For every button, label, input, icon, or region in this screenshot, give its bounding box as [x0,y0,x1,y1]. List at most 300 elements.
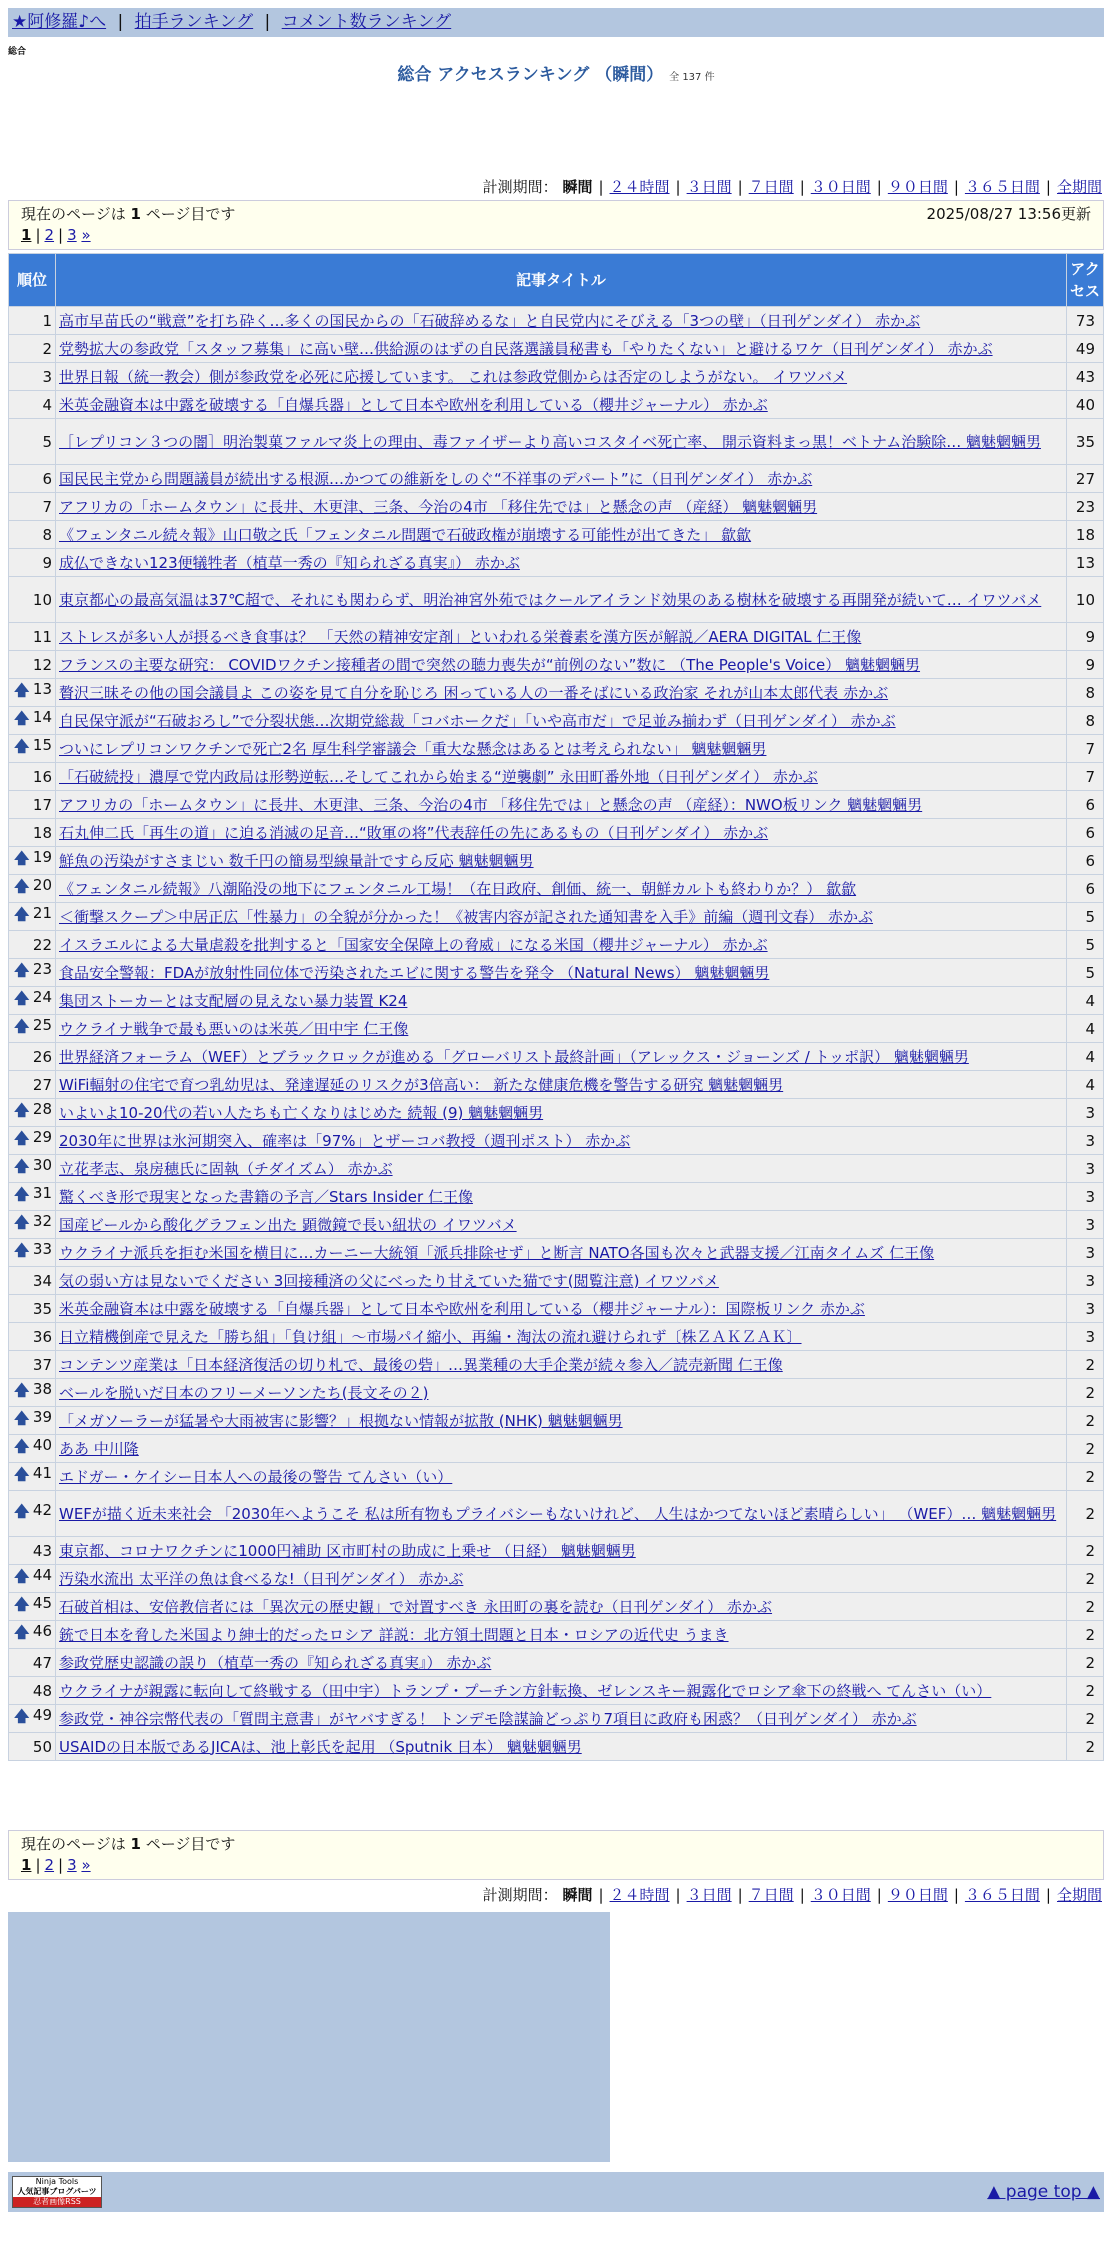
page-title [0,60,1112,85]
rank-cell [9,521,56,549]
period-option-6[interactable]: ３６５日間 [964,178,1040,196]
article-title-link[interactable]: WEFが描く近未来社会 「2030年へようこそ 私は所有物もプライバシーもないけれど、 人生はかつてないほど素晴らしい」 （WEF）… 魑魅魍魎男 [59,1504,1057,1523]
title-cell [56,959,1067,987]
rank-cell [9,1379,56,1407]
updated-time: 2025/08/27 13:56更新 [926,205,1091,223]
table-row [9,1677,1104,1705]
rank-cell [9,307,56,335]
title-cell [56,521,1067,549]
title-cell [56,1127,1067,1155]
access-count: 18 [1067,521,1104,549]
rank-number: 38 [32,1380,52,1398]
title-cell [56,1677,1067,1705]
article-title-link[interactable]: エドガー・ケイシー日本人への最後の警告 てんさい（い） [59,1467,453,1486]
rank-cell [9,1537,56,1565]
period-separator: | [876,1886,882,1904]
rank-cell [9,763,56,791]
access-count: 43 [1067,363,1104,391]
up-arrow-icon: 🡅 [14,1623,30,1641]
access-count: 3 [1067,1099,1104,1127]
period-option-0: 瞬間 [562,178,593,196]
rank-cell [9,1099,56,1127]
rank-number: 19 [32,848,52,866]
table-row [9,1565,1104,1593]
rank-cell [9,1733,56,1761]
access-count: 5 [1067,959,1104,987]
rank-number: 22 [32,935,52,954]
article-title-link[interactable]: 2030年に世界は氷河期突入、確率は「97%」とザーコバ教授（週刊ポスト） 赤かぶ [59,1131,631,1150]
rank-cell [9,1593,56,1621]
period-option-1[interactable]: ２４時間 [609,1886,670,1904]
title-cell [56,1705,1067,1733]
article-title-link[interactable]: 《フェンタニル続々報》山口敬之氏「フェンタニル問題で石破政権が崩壊する可能性が出てきた」 歙歙 [59,525,752,544]
article-title-link[interactable]: USAIDの日本版であるJICAは、池上彰氏を起用 （Sputnik 日本） 魑魅魍魎男 [59,1737,582,1756]
access-count: 13 [1067,549,1104,577]
access-count: 2 [1067,1435,1104,1463]
table-row [9,307,1104,335]
table-row [9,903,1104,931]
page-link-2[interactable]: 2 [44,1856,55,1874]
article-title-link[interactable]: 集団ストーカーとは支配層の見えない暴力装置 K24 [59,991,408,1010]
article-title-link[interactable]: アフリカの「ホームタウン」に長井、木更津、三条、今治の4市 「移住先では」と懸念の声 （産経）：NWO板リンク 魑魅魍魎男 [59,795,923,814]
article-title-link[interactable]: アフリカの「ホームタウン」に長井、木更津、三条、今治の4市 「移住先では」と懸念の声 （産経） 魑魅魍魎男 [59,497,818,516]
title-cell [56,791,1067,819]
article-title-link[interactable]: 汚染水流出 太平洋の魚は食べるな!（日刊ゲンダイ） 赤かぶ [59,1569,464,1588]
article-title-link[interactable]: 自民保守派が“石破おろし”で分裂状態…次期党総裁「コバホークだ」「いや高市だ」で足並み揃わず（日刊ゲンダイ） 赤かぶ [59,711,896,730]
up-arrow-icon: 🡅 [14,1185,30,1203]
page-info-top [8,200,1104,250]
table-row [9,1323,1104,1351]
access-count: 10 [1067,577,1104,623]
item-count: 全 137 件 [669,72,715,83]
rank-cell [9,577,56,623]
table-header-row [9,254,1104,307]
title-cell [56,1733,1067,1761]
rank-cell [9,1071,56,1099]
period-option-5[interactable]: ９０日間 [887,1886,948,1904]
rank-cell [9,707,56,735]
article-title-link[interactable]: 参政党・神谷宗幣代表の「質問主意書」がヤバすぎる！ トンデモ陰謀論どっぷり7項目に政府も困惑？（日刊ゲンダイ） 赤かぶ [59,1709,917,1728]
rank-cell [9,1015,56,1043]
period-separator: | [1045,178,1051,196]
top-nav [8,8,1104,37]
access-count: 2 [1067,1537,1104,1565]
table-row [9,1183,1104,1211]
access-count: 9 [1067,651,1104,679]
rank-number: 7 [42,497,52,516]
table-row [9,847,1104,875]
rank-number: 46 [32,1622,52,1640]
access-count: 3 [1067,1323,1104,1351]
table-row [9,493,1104,521]
article-title-link[interactable]: 党勢拡大の参政党「スタッフ募集」に高い壁…供給源のはずの自民落選議員秘書も「やりたくない」と避けるワケ（日刊ゲンダイ） 赤かぶ [59,339,993,358]
period-option-7[interactable]: 全期間 [1056,1886,1102,1904]
access-count: 2 [1067,1491,1104,1537]
rank-number: 28 [32,1100,52,1118]
access-count: 5 [1067,903,1104,931]
rank-cell [9,1463,56,1491]
up-arrow-icon: 🡅 [14,737,30,755]
article-title-link[interactable]: ストレスが多い人が摂るべき食事は？ 「天然の精神安定剤」といわれる栄養素を漢方医が解説／AERA DIGITAL 仁王像 [59,627,862,646]
title-cell [56,1537,1067,1565]
rank-number: 5 [42,432,52,451]
table-row [9,1537,1104,1565]
article-title-link[interactable]: 贅沢三昧その他の国会議員よ この姿を見て自分を恥じろ 困っている人の一番そばにいる政治家 それが山本太郎代表 赤かぶ [59,683,889,702]
article-title-link[interactable]: 《フェンタニル続報》八潮陥没の地下にフェンタニル工場！（在日政府、創価、統一、朝鮮カルトも終わりか？） 歙歙 [59,879,857,898]
pagination-bottom [21,1855,1091,1876]
rank-number: 37 [32,1355,52,1374]
article-title-link[interactable]: 石丸伸二氏「再生の道」に迫る消滅の足音…“敗軍の将”代表辞任の先にあるもの（日刊ゲンダイ） 赤かぶ [59,823,769,842]
table-row [9,1435,1104,1463]
table-row [9,735,1104,763]
page-separator: | [35,1856,41,1874]
article-title-link[interactable]: ウクライナ戦争で最も悪いのは米英／田中宇 仁王像 [59,1019,409,1038]
period-option-7[interactable]: 全期間 [1056,178,1102,196]
article-title-link[interactable]: 食品安全警報：FDAが放射性同位体で汚染されたエビに関する警告を発令 （Natural News） 魑魅魍魎男 [59,963,770,982]
rank-number: 44 [32,1566,52,1584]
period-option-1[interactable]: ２４時間 [609,178,670,196]
article-title-link[interactable]: 成仏できない123便犠牲者（植草一秀の『知られざる真実』） 赤かぶ [59,553,520,572]
period-separator: | [675,1886,681,1904]
rank-number: 9 [42,553,52,572]
ninja-tools-logo[interactable] [12,2176,102,2208]
rank-cell [9,735,56,763]
article-title-link[interactable]: 米英金融資本は中露を破壊する「自爆兵器」として日本や欧州を利用している（櫻井ジャーナル） 赤かぶ [59,395,768,414]
page-link-3[interactable]: 3 [67,226,77,244]
article-title-link[interactable]: コンテンツ産業は「日本経済復活の切り札で、最後の砦」…異業種の大手企業が続々参入／読売新聞 仁王像 [59,1355,783,1374]
table-row [9,1491,1104,1537]
title-cell [56,1463,1067,1491]
article-title-link[interactable]: WiFi輻射の住宅で育つ乳幼児は、発達遅延のリスクが3倍高い： 新たな健康危機を警告する研究 魑魅魍魎男 [59,1075,784,1094]
article-title-link[interactable]: 東京都、コロナワクチンに1000円補助 区市町村の助成に上乗せ （日経） 魑魅魍魎男 [59,1541,636,1560]
access-count: 6 [1067,847,1104,875]
rank-number: 36 [32,1327,52,1346]
rank-cell [9,1323,56,1351]
column-header-title: 記事タイトル [56,254,1067,307]
article-title-link[interactable]: 世界経済フォーラム（WEF）とブラックロックが進める「グローバリスト最終計画」（アレックス・ジョーンズ / トッポ訳） 魑魅魍魎男 [59,1047,969,1066]
article-title-link[interactable]: 高市早苗氏の“戦意”を打ち砕く…多くの国民からの「石破辞めるな」と自民党内にそびえる「3つの壁」（日刊ゲンダイ） 赤かぶ [59,311,921,330]
page-top-link[interactable]: ▲ page top ▲ [987,2182,1100,2202]
up-arrow-icon: 🡅 [14,1241,30,1259]
rank-cell [9,623,56,651]
rank-cell [9,419,56,465]
table-row [9,1211,1104,1239]
access-count: 49 [1067,335,1104,363]
period-separator: | [598,1886,604,1904]
access-count: 2 [1067,1621,1104,1649]
rank-number: 30 [32,1156,52,1174]
period-option-5[interactable]: ９０日間 [887,178,948,196]
up-arrow-icon: 🡅 [14,1409,30,1427]
rank-cell [9,465,56,493]
logo-line2: 人気記事ブログパーツ [17,2187,97,2196]
article-title-link[interactable]: 銃で日本を脅した米国より紳士的だったロシア 詳説：北方領土問題と日本・ロシアの近代史 うまき [59,1625,729,1644]
table-row [9,987,1104,1015]
rank-number: 20 [32,876,52,894]
table-row [9,1015,1104,1043]
rank-number: 18 [32,823,52,842]
article-title-link[interactable]: ああ 中川隆 [59,1439,139,1458]
access-count: 5 [1067,931,1104,959]
title-cell [56,391,1067,419]
title-cell [56,1239,1067,1267]
rank-cell [9,1239,56,1267]
table-row [9,1649,1104,1677]
up-arrow-icon: 🡅 [14,1465,30,1483]
title-cell [56,679,1067,707]
period-separator: | [953,1886,959,1904]
clap-ranking-link[interactable]: 拍手ランキング [134,12,254,32]
table-row [9,1733,1104,1761]
title-cell [56,1351,1067,1379]
rank-cell [9,363,56,391]
up-arrow-icon: 🡅 [14,1213,30,1231]
page-link-3[interactable]: 3 [67,1856,77,1874]
rank-cell [9,651,56,679]
article-title-link[interactable]: 立花孝志、泉房穂氏に固執（チダイズム） 赤かぶ [59,1159,393,1178]
article-title-link[interactable]: ＜衝撃スクープ＞中居正広「性暴力」の全貌が分かった！《被害内容が記された通知書を入手》前編（週刊文春） 赤かぶ [59,907,874,926]
article-title-link[interactable]: ［レプリコン３つの闇］明治製菓ファルマ炎上の理由、毒ファイザーより高いコスタイベ死亡率、 開示資料まっ黒！ベトナム治験除… 魑魅魍魎男 [59,432,1041,451]
rank-cell [9,1211,56,1239]
rank-number: 21 [32,904,52,922]
access-count: 3 [1067,1127,1104,1155]
table-row [9,1407,1104,1435]
table-row [9,1267,1104,1295]
table-row [9,1239,1104,1267]
access-count: 8 [1067,679,1104,707]
title-cell [56,1267,1067,1295]
next-page-link[interactable]: » [81,226,91,244]
rank-number: 26 [32,1047,52,1066]
up-arrow-icon: 🡅 [14,1595,30,1613]
article-title-link[interactable]: 東京都心の最高気温は37℃超で、それにも関わらず、明治神宮外苑ではクールアイランド効果のある樹林を破壊する再開発が続いて… イワツバメ [59,590,1042,609]
period-label: 計測期間： [482,1886,558,1904]
access-count: 3 [1067,1183,1104,1211]
nav-separator: | [117,12,124,32]
rank-cell [9,1677,56,1705]
access-count: 27 [1067,465,1104,493]
rank-cell [9,1127,56,1155]
rank-cell [9,493,56,521]
logo-line3: 忍者画像RSS [13,2197,101,2207]
page-info-bottom [8,1830,1104,1880]
rank-number: 13 [32,680,52,698]
access-count: 35 [1067,419,1104,465]
title-cell [56,1435,1067,1463]
rank-number: 47 [32,1653,52,1672]
up-arrow-icon: 🡅 [14,989,30,1007]
page-link-2[interactable]: 2 [44,226,55,244]
up-arrow-icon: 🡅 [14,1567,30,1585]
rank-number: 12 [32,655,52,674]
rank-cell [9,931,56,959]
title-cell [56,363,1067,391]
page-separator: | [58,226,64,244]
rank-number: 39 [32,1408,52,1426]
table-row [9,521,1104,549]
period-separator: | [598,178,604,196]
title-cell [56,623,1067,651]
table-row [9,1379,1104,1407]
title-cell [56,903,1067,931]
title-cell [56,1155,1067,1183]
article-title-link[interactable]: ウクライナ派兵を拒む米国を横目に…カーニー大統領「派兵排除せず」と断言 NATO各国も次々と武器支援／江南タイムズ 仁王像 [59,1243,935,1262]
rank-number: 17 [32,795,52,814]
access-count: 2 [1067,1407,1104,1435]
period-option-3[interactable]: ７日間 [748,1886,794,1904]
up-arrow-icon: 🡅 [14,1157,30,1175]
title-cell [56,1099,1067,1127]
up-arrow-icon: 🡅 [14,1101,30,1119]
access-count: 3 [1067,1295,1104,1323]
rank-cell [9,875,56,903]
article-title-link[interactable]: 国民民主党から問題議員が続出する根源…かつての維新をしのぐ“不祥事のデパート”に（日刊ゲンダイ） 赤かぶ [59,469,813,488]
article-title-link[interactable]: 参政党歴史認識の誤り（植草一秀の『知られざる真実』） 赤かぶ [59,1653,492,1672]
period-option-4[interactable]: ３０日間 [810,178,871,196]
up-arrow-icon: 🡅 [14,1017,30,1035]
title-cell [56,1379,1067,1407]
article-title-link[interactable]: 国産ビールから酸化グラフェン出た 顕微鏡で長い紐状の イワツバメ [59,1215,517,1234]
article-title-link[interactable]: ベールを脱いだ日本のフリーメーソンたち(長文その２) [59,1383,429,1402]
comment-ranking-link[interactable]: コメント数ランキング [281,12,452,32]
rank-cell [9,819,56,847]
period-selector-top [483,176,1102,197]
title-cell [56,335,1067,363]
access-count: 73 [1067,307,1104,335]
access-count: 2 [1067,1565,1104,1593]
title-cell [56,1015,1067,1043]
rank-cell [9,987,56,1015]
page-link-1: 1 [21,226,32,244]
article-title-link[interactable]: 「石破続投」濃厚で党内政局は形勢逆転…そしてこれから始まる“逆襲劇” 永田町番外地（日刊ゲンダイ） 赤かぶ [59,767,818,786]
period-separator: | [953,178,959,196]
table-row [9,1071,1104,1099]
up-arrow-icon: 🡅 [14,1707,30,1725]
rank-number: 11 [32,627,52,646]
column-header-access: アクセス [1067,254,1104,307]
rank-cell [9,1705,56,1733]
rank-cell [9,1649,56,1677]
title-cell [56,651,1067,679]
category-label: 総合 [8,47,27,57]
up-arrow-icon: 🡅 [14,1129,30,1147]
table-row [9,363,1104,391]
title-cell [56,1211,1067,1239]
table-row [9,959,1104,987]
title-cell [56,1649,1067,1677]
period-option-2[interactable]: ３日間 [686,178,732,196]
rank-number: 16 [32,767,52,786]
rank-number: 27 [32,1075,52,1094]
period-separator: | [799,178,805,196]
access-count: 4 [1067,987,1104,1015]
up-arrow-icon: 🡅 [14,961,30,979]
period-option-2[interactable]: ３日間 [686,1886,732,1904]
period-option-3[interactable]: ７日間 [748,178,794,196]
period-option-4[interactable]: ３０日間 [810,1886,871,1904]
title-cell [56,307,1067,335]
period-separator: | [876,178,882,196]
title-cell [56,1183,1067,1211]
article-title-link[interactable]: ウクライナが親露に転向して終戦する（田中宇）トランプ・プーチン方針転換、ゼレンスキー親露化でロシア傘下の終戦へ てんさい（い） [59,1681,992,1700]
article-title-link[interactable]: イスラエルによる大量虐殺を批判すると「国家安全保障上の脅威」になる米国（櫻井ジャーナル） 赤かぶ [59,935,768,954]
column-header-rank: 順位 [9,254,56,307]
article-title-link[interactable]: フランスの主要な研究： COVIDワクチン接種者の間で突然の聴力喪失が“前例のない”数に （The People's Voice） 魑魅魍魎男 [59,655,921,674]
title-cell [56,1043,1067,1071]
article-title-link[interactable]: 世界日報（統一教会）側が参政党を必死に応援しています。 これは参政党側からは否定のしようがない。 イワツバメ [59,367,848,386]
article-title-link[interactable]: 石破首相は、安倍教信者には「異次元の歴史観」で対置すべき 永田町の裏を読む（日刊ゲンダイ） 赤かぶ [59,1597,773,1616]
article-title-link[interactable]: 気の弱い方は見ないでください 3回接種済の父にべったり甘えていた猫です(閲覧注意) イワツバメ [59,1271,719,1290]
page-info-suffix: ページ目です [145,205,236,223]
table-row [9,577,1104,623]
article-title-link[interactable]: 「メガソーラーが猛暑や大雨被害に影響？」根拠ない情報が拡散 (NHK) 魑魅魍魎男 [59,1411,623,1430]
title-cell [56,1565,1067,1593]
rank-cell [9,1351,56,1379]
article-title-link[interactable]: 米英金融資本は中露を破壊する「自爆兵器」として日本や欧州を利用している（櫻井ジャーナル）：国際板リンク 赤かぶ [59,1299,865,1318]
access-count: 2 [1067,1463,1104,1491]
rank-cell [9,1267,56,1295]
rank-number: 4 [42,395,52,414]
table-row [9,707,1104,735]
article-title-link[interactable]: いよいよ10-20代の若い人たちも亡くなりはじめた 続報 (9) 魑魅魍魎男 [59,1103,544,1122]
next-page-link[interactable]: » [81,1856,91,1874]
up-arrow-icon: 🡅 [14,709,30,727]
logo-line1: Ninja Tools [35,2177,79,2186]
page-separator: | [35,226,41,244]
article-title-link[interactable]: 鮮魚の汚染がすさまじい 数千円の簡易型線量計ですら反応 魑魅魍魎男 [59,851,534,870]
rank-number: 49 [32,1706,52,1724]
title-cell [56,493,1067,521]
article-title-link[interactable]: ついにレプリコンワクチンで死亡2名 厚生科学審議会「重大な懸念はあるとは考えられない」 魑魅魍魎男 [59,739,767,758]
current-page: 1 [130,1835,141,1853]
table-row [9,1351,1104,1379]
up-arrow-icon: 🡅 [14,849,30,867]
rank-cell [9,847,56,875]
period-separator: | [737,1886,743,1904]
title-cell [56,419,1067,465]
title-cell [56,763,1067,791]
rank-cell [9,1295,56,1323]
rank-number: 32 [32,1212,52,1230]
period-option-0: 瞬間 [562,1886,593,1904]
rank-number: 40 [32,1436,52,1454]
article-title-link[interactable]: 驚くべき形で現実となった書籍の予言／Stars Insider 仁王像 [59,1187,473,1206]
period-separator: | [1045,1886,1051,1904]
rank-cell [9,1491,56,1537]
access-count: 6 [1067,875,1104,903]
period-separator: | [675,178,681,196]
rank-cell [9,1407,56,1435]
period-option-6[interactable]: ３６５日間 [964,1886,1040,1904]
table-row [9,791,1104,819]
table-row [9,1593,1104,1621]
access-count: 4 [1067,1015,1104,1043]
table-row [9,391,1104,419]
page-info-suffix: ページ目です [145,1835,236,1853]
rank-number: 43 [32,1541,52,1560]
rank-number: 29 [32,1128,52,1146]
title-cell [56,549,1067,577]
title-cell [56,819,1067,847]
rank-number: 24 [32,988,52,1006]
rank-number: 10 [32,590,52,609]
rank-cell [9,1183,56,1211]
rank-number: 23 [32,960,52,978]
article-title-link[interactable]: 日立精機倒産で見えた「勝ち組」「負け組」〜市場パイ縮小、再編・淘汰の流れ避けられず〔株ＺＡＫＺＡＫ〕 [59,1327,802,1346]
period-label: 計測期間： [482,178,558,196]
access-count: 8 [1067,707,1104,735]
home-link[interactable]: ★阿修羅♪へ [12,12,107,32]
